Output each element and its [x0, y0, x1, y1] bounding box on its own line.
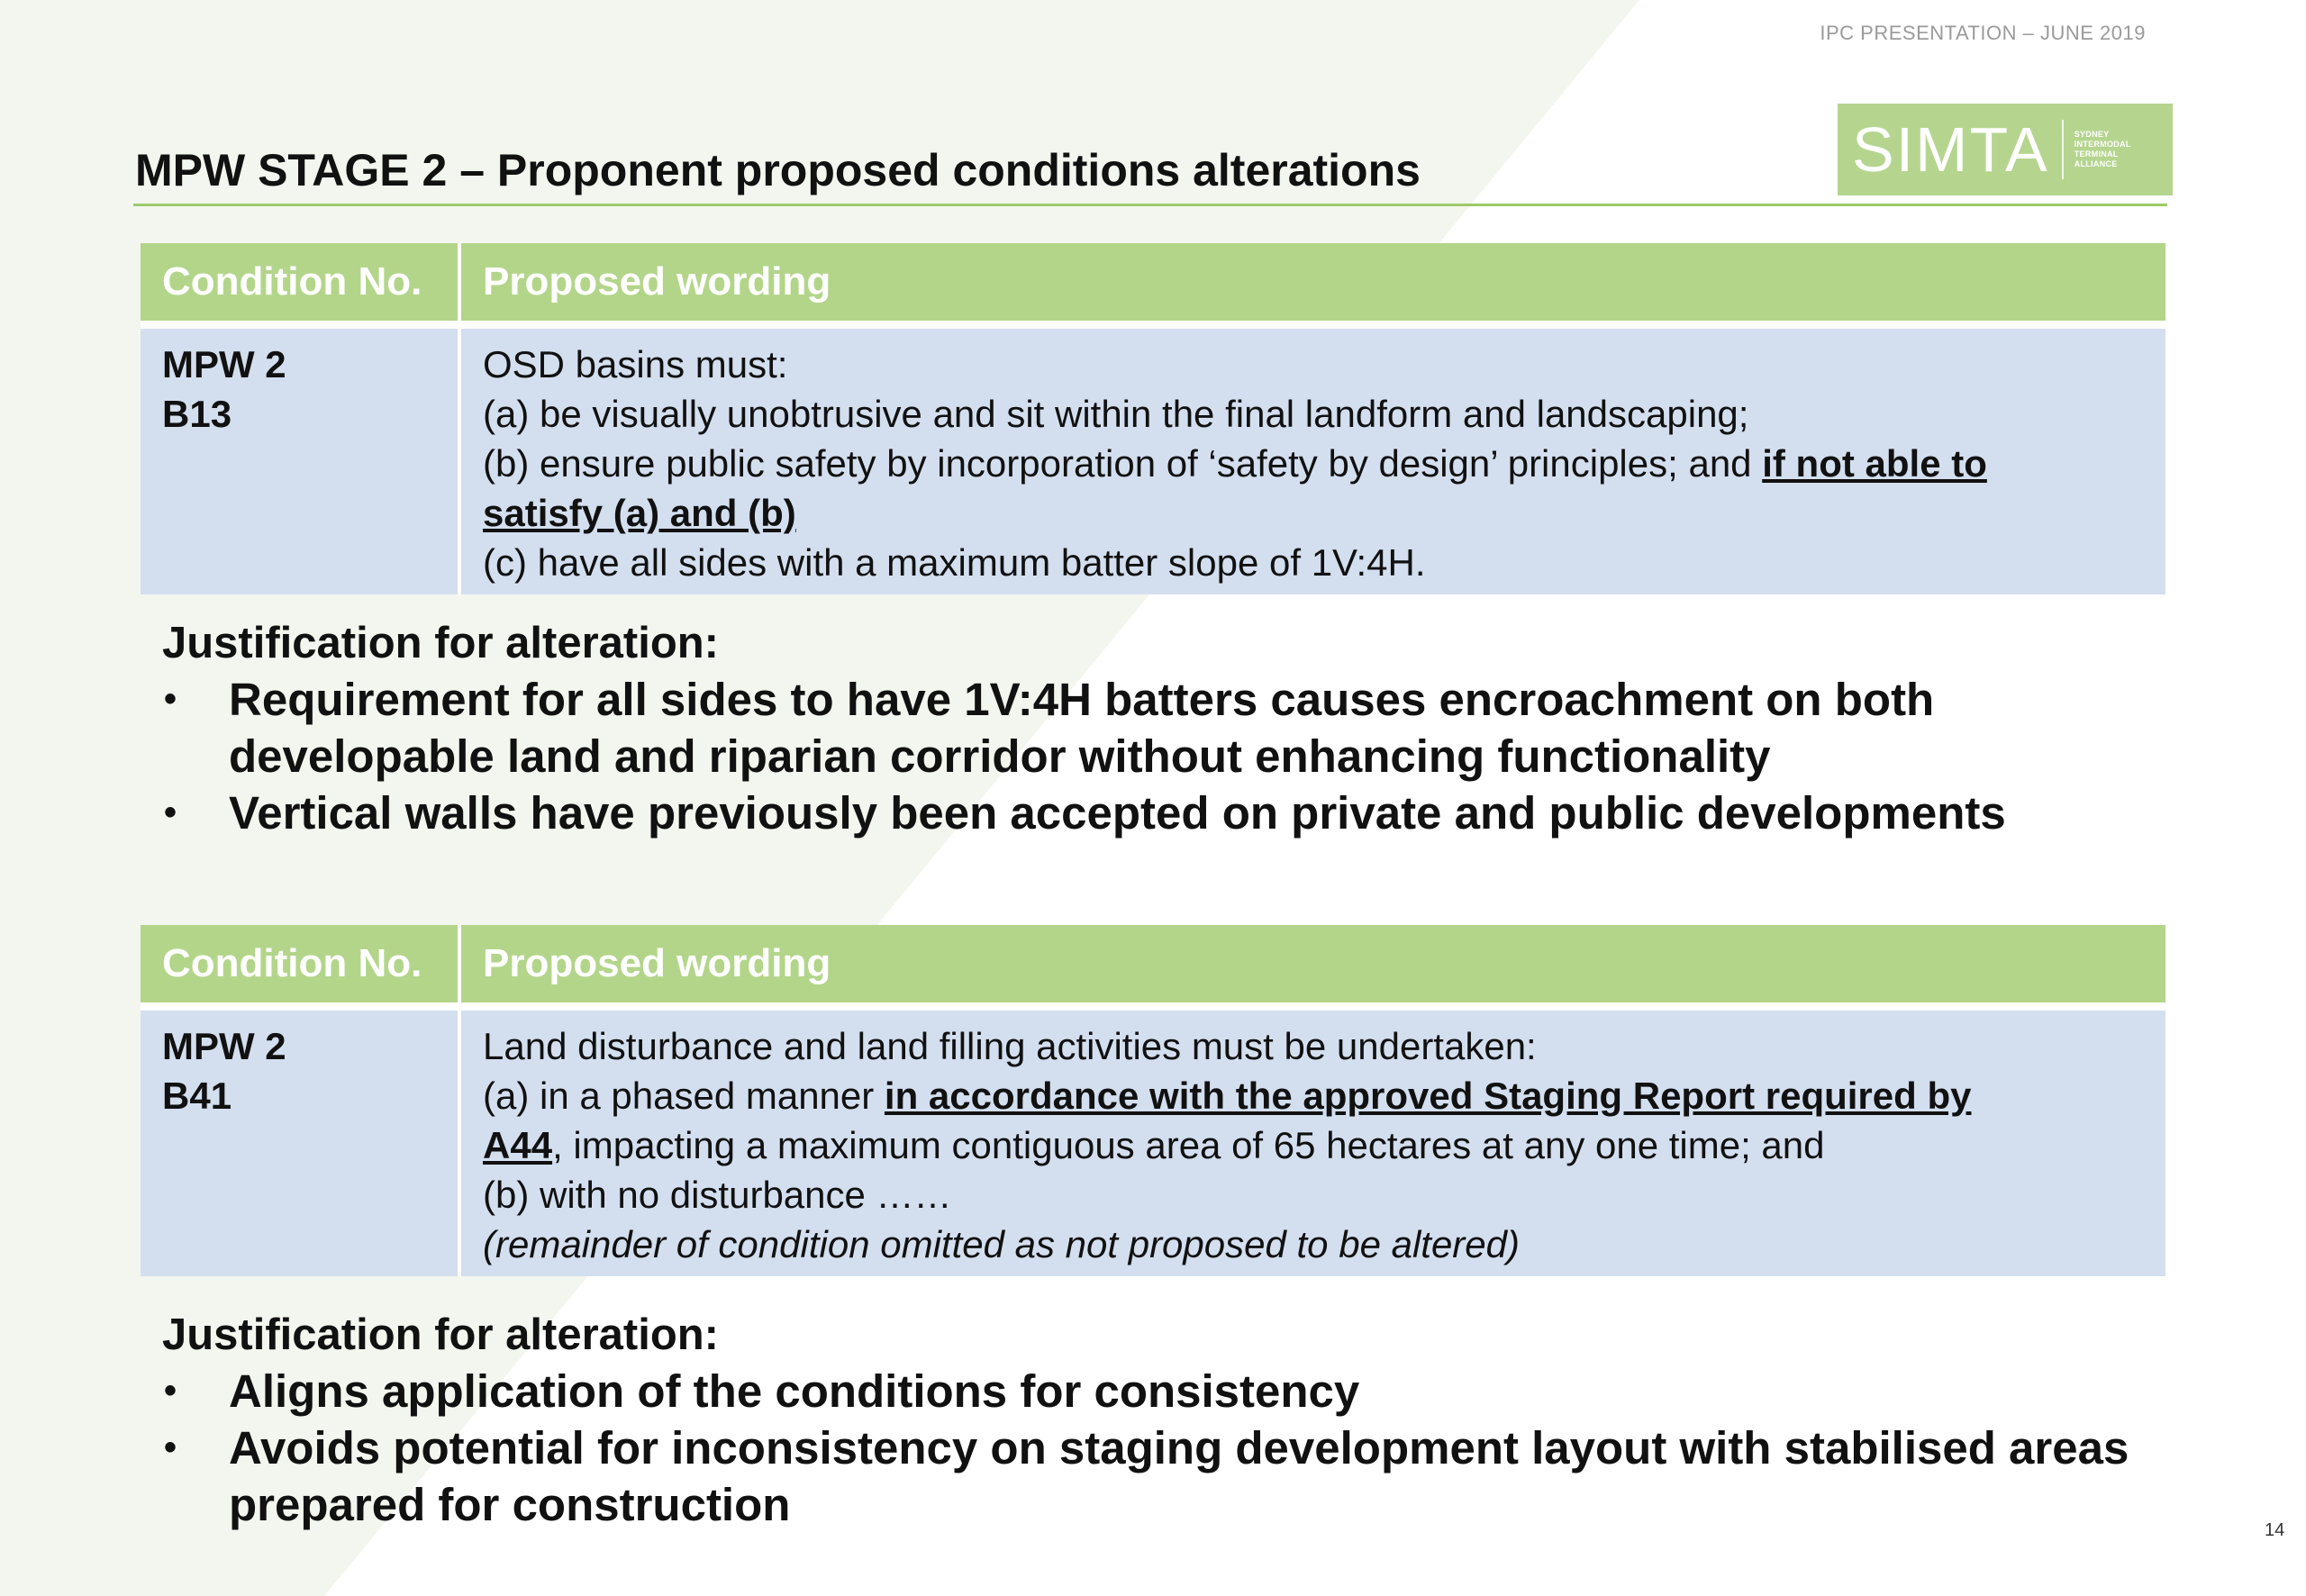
underlined-addition: if not able to — [1762, 442, 1987, 485]
header-proposed-wording: Proposed wording — [461, 243, 2165, 329]
header-proposed-wording: Proposed wording — [461, 925, 2165, 1011]
header-condition-no: Condition No. — [141, 925, 461, 1011]
underlined-addition: satisfy (a) and (b) — [483, 492, 796, 534]
justification-block-1 — [162, 615, 2198, 841]
justification-heading: Justification for alteration: — [162, 1310, 720, 1359]
table-row — [141, 1011, 2165, 1276]
table-row — [141, 329, 2165, 594]
condition-table-b41 — [141, 925, 2165, 1276]
list-item: • Aligns application of the conditions for consistency — [162, 1363, 2198, 1419]
slide-title: MPW STAGE 2 – Proponent proposed conditions alterations — [135, 145, 1421, 195]
simta-logo — [1838, 104, 2173, 195]
logo-wordmark: SIMTA — [1852, 114, 2049, 185]
bullet-icon: • — [164, 1371, 177, 1410]
justification-heading: Justification for alteration: — [162, 619, 720, 667]
table-header-row — [141, 243, 2165, 329]
omission-note: (remainder of condition omitted as not proposed to be altered) — [483, 1223, 1521, 1265]
list-item: • Avoids potential for inconsistency on staging development layout with stabilised areas prepared for construction — [162, 1419, 2198, 1533]
list-item: • Requirement for all sides to have 1V:4H batters causes encroachment on both developable land and riparian corridor without enhancing functionality — [162, 671, 2198, 784]
underlined-addition: in accordance with the approved Staging Report required by — [884, 1075, 1972, 1117]
title-underline — [133, 204, 2167, 206]
logo-subtitle: SYDNEY INTERMODAL TERMINAL ALLIANCE — [2074, 130, 2131, 168]
bullet-icon: • — [164, 1428, 177, 1467]
justification-list — [162, 1363, 2198, 1533]
list-item: • Vertical walls have previously been accepted on private and public developments — [162, 784, 2198, 841]
condition-number-cell: MPW 2 B13 — [141, 329, 461, 594]
logo-divider — [2062, 120, 2064, 179]
presentation-tag: IPC PRESENTATION – JUNE 2019 — [1820, 22, 2146, 44]
table-header-row — [141, 925, 2165, 1011]
condition-number-cell: MPW 2 B41 — [141, 1011, 461, 1276]
proposed-wording-cell: Land disturbance and land filling activities must be undertaken: (a) in a phased manner in accordance with the approved Staging Report required by A44, impacting a maximum contiguous area of 65 hectares at any one time; and (b) with no disturbance …… (remainder of condition omitted as not proposed to be altered) — [461, 1011, 2165, 1276]
justification-block-2 — [162, 1307, 2198, 1533]
proposed-wording-cell: OSD basins must: (a) be visually unobtrusive and sit within the final landform and landscaping; (b) ensure public safety by incorporation of ‘safety by design’ principles; and if not able to satisfy (a) and (b) (c) have all sides with a maximum batter slope of 1V:4H. — [461, 329, 2165, 594]
underlined-addition: A44 — [483, 1124, 553, 1166]
justification-list — [162, 671, 2198, 841]
page-number: 14 — [2265, 1520, 2285, 1540]
condition-table-b13 — [141, 243, 2165, 594]
bullet-icon: • — [164, 793, 177, 832]
bullet-icon: • — [164, 679, 177, 719]
header-condition-no: Condition No. — [141, 243, 461, 329]
